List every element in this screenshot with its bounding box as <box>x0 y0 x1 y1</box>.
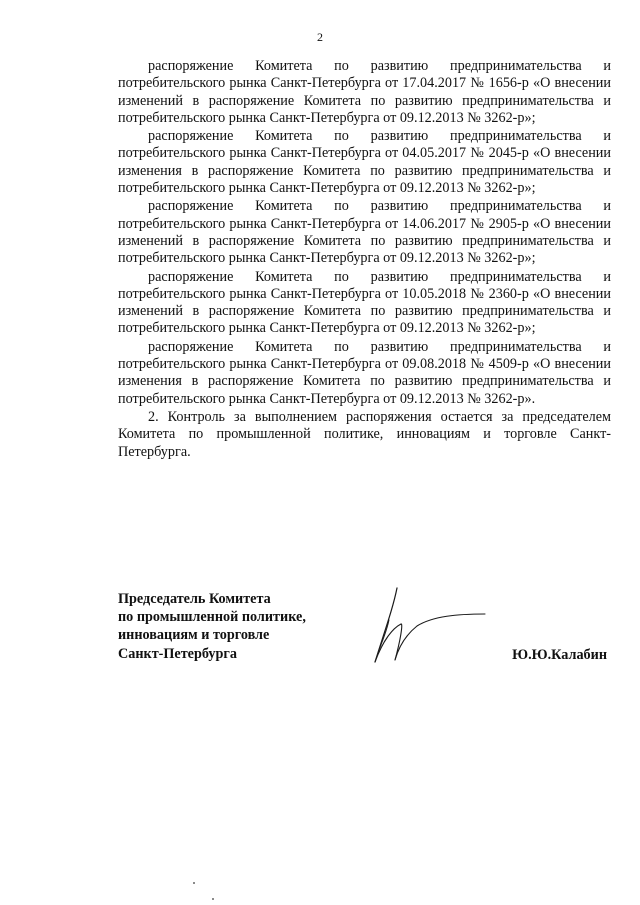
document-body <box>118 58 611 461</box>
paragraph-order-2360: распоряжение Комитета по развитию предпринимательства и потребительского рынка Санкт-Петербурга от 10.05.2018 № 2360-р «О внесении изменений в распоряжение Комитета по развитию предпринимательства и потребительского рынка Санкт-Петербурга от 09.12.2013 № 3262-р»; <box>118 268 611 337</box>
paragraph-order-2905: распоряжение Комитета по развитию предпринимательства и потребительского рынка Санкт-Петербурга от 14.06.2017 № 2905-р «О внесении изменений в распоряжение Комитета по развитию предпринимательства и потребительского рынка Санкт-Петербурга от 09.12.2013 № 3262-р»; <box>118 198 611 267</box>
paragraph-order-2045: распоряжение Комитета по развитию предпринимательства и потребительского рынка Санкт-Петербурга от 04.05.2017 № 2045-р «О внесении изменения в распоряжение Комитета по развитию предпринимательства и потребительского рынка Санкт-Петербурга от 09.12.2013 № 3262-р»; <box>118 128 611 197</box>
paragraph-control-clause: 2. Контроль за выполнением распоряжения остается за председателем Комитета по промышленной политике, инновациям и торговле Санкт-Петербурга. <box>118 408 611 460</box>
signatory-title-line-4: Санкт-Петербурга <box>118 645 237 662</box>
scan-speck <box>212 898 214 900</box>
signatory-title-line-2: по промышленной политике, <box>118 609 306 626</box>
scan-speck <box>193 882 195 884</box>
signatory-title-line-1: Председатель Комитета <box>118 591 271 607</box>
page-number: 2 <box>317 30 323 44</box>
signature-block <box>118 590 611 680</box>
signatory-title-line-3: инновациям и торговле <box>118 627 270 644</box>
signatory-name: Ю.Ю.Калабин <box>512 647 607 663</box>
signatory-title <box>118 590 306 663</box>
paragraph-order-4509: распоряжение Комитета по развитию предпринимательства и потребительского рынка Санкт-Петербурга от 09.08.2018 № 4509-р «О внесении изменения в распоряжение Комитета по развитию предпринимательства и потребительского рынка Санкт-Петербурга от 09.12.2013 № 3262-р». <box>118 338 611 407</box>
paragraph-order-1656: распоряжение Комитета по развитию предпринимательства и потребительского рынка Санкт-Петербурга от 17.04.2017 № 1656-р «О внесении изменений в распоряжение Комитета по развитию предпринимательства и потребительского рынка Санкт-Петербурга от 09.12.2013 № 3262-р»; <box>118 58 611 126</box>
handwritten-signature <box>363 580 493 670</box>
